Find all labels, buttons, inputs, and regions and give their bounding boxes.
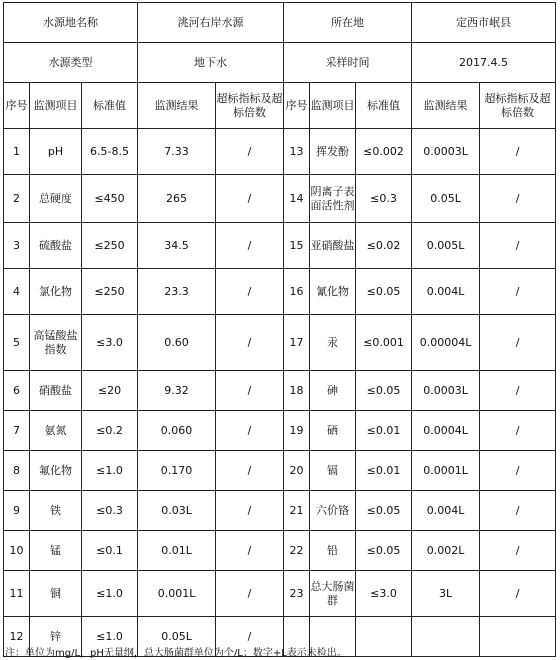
table-row (4, 491, 556, 531)
item-name-2: 镉 (310, 451, 356, 491)
exceed-value: / (216, 531, 284, 571)
col-header-no-2: 序号 (284, 83, 310, 129)
item-name: 氯化物 (30, 269, 82, 315)
standard-value-2: ≤0.05 (356, 269, 412, 315)
table-row (4, 315, 556, 371)
item-name-2: 氰化物 (310, 269, 356, 315)
row-no: 2 (4, 175, 30, 223)
exceed-value-2 (480, 617, 556, 657)
exceed-value: / (216, 571, 284, 617)
item-name-2: 铅 (310, 531, 356, 571)
col-header-item: 监测项目 (30, 83, 82, 129)
col-header-standard-2: 标准值 (356, 83, 412, 129)
exceed-value: / (216, 491, 284, 531)
result-value: 23.3 (138, 269, 216, 315)
item-name-2: 总大肠菌群 (310, 571, 356, 617)
col-header-result: 监测结果 (138, 83, 216, 129)
item-name: 氟化物 (30, 451, 82, 491)
row-no-2: 22 (284, 531, 310, 571)
result-value: 0.060 (138, 411, 216, 451)
standard-value: ≤1.0 (82, 571, 138, 617)
row-no: 7 (4, 411, 30, 451)
item-name: 高锰酸盐指数 (30, 315, 82, 371)
location-value: 定西市岷县 (412, 3, 556, 43)
standard-value: ≤1.0 (82, 617, 138, 657)
standard-value-2: ≤0.01 (356, 411, 412, 451)
result-value: 0.01L (138, 531, 216, 571)
table-row (4, 175, 556, 223)
result-value-2: 0.005L (412, 223, 480, 269)
item-name-2: 挥发酚 (310, 129, 356, 175)
item-name: 氨氮 (30, 411, 82, 451)
exceed-value-2: / (480, 175, 556, 223)
exceed-value-2: / (480, 411, 556, 451)
standard-value-2: ≤0.05 (356, 371, 412, 411)
result-value: 7.33 (138, 129, 216, 175)
table-row (4, 269, 556, 315)
result-value: 9.32 (138, 371, 216, 411)
result-value: 0.05L (138, 617, 216, 657)
standard-value: ≤250 (82, 223, 138, 269)
result-value-2: 0.0003L (412, 371, 480, 411)
row-no-2: 16 (284, 269, 310, 315)
row-no-2: 14 (284, 175, 310, 223)
data-rows (4, 129, 556, 657)
result-value-2: 0.0004L (412, 411, 480, 451)
item-name-2: 砷 (310, 371, 356, 411)
exceed-value-2: / (480, 531, 556, 571)
col-header-item-2: 监测项目 (310, 83, 356, 129)
item-name-2: 阴离子表面活性剂 (310, 175, 356, 223)
table-row (4, 451, 556, 491)
table-row (4, 223, 556, 269)
exceed-value: / (216, 411, 284, 451)
exceed-value-2: / (480, 269, 556, 315)
result-value-2: 0.004L (412, 269, 480, 315)
row-no-2: 21 (284, 491, 310, 531)
source-type-value: 地下水 (138, 43, 284, 83)
item-name: 总硬度 (30, 175, 82, 223)
item-name: pH (30, 129, 82, 175)
exceed-value: / (216, 129, 284, 175)
result-value-2: 0.004L (412, 491, 480, 531)
exceed-value: / (216, 175, 284, 223)
row-no: 10 (4, 531, 30, 571)
item-name: 铁 (30, 491, 82, 531)
row-no-2: 13 (284, 129, 310, 175)
source-name-label: 水源地名称 (4, 3, 138, 43)
exceed-value-2: / (480, 371, 556, 411)
row-no: 11 (4, 571, 30, 617)
col-header-no: 序号 (4, 83, 30, 129)
source-name-value: 洮河右岸水源 (138, 3, 284, 43)
exceed-value: / (216, 451, 284, 491)
col-header-standard: 标准值 (82, 83, 138, 129)
col-header-exceed-2: 超标指标及超标倍数 (480, 83, 556, 129)
sampling-time-value: 2017.4.5 (412, 43, 556, 83)
source-type-label: 水源类型 (4, 43, 138, 83)
water-quality-table (3, 2, 556, 657)
header-row-type (4, 43, 556, 83)
result-value: 0.001L (138, 571, 216, 617)
row-no: 9 (4, 491, 30, 531)
item-name-2: 硒 (310, 411, 356, 451)
footnote: 注：单位为mg/L，pH无量纲，总大肠菌群单位为个/L；数字+L表示未检出。 (5, 648, 347, 659)
result-value-2: 0.00004L (412, 315, 480, 371)
row-no: 3 (4, 223, 30, 269)
standard-value: ≤0.1 (82, 531, 138, 571)
standard-value-2: ≤0.02 (356, 223, 412, 269)
header-row-source (4, 3, 556, 43)
exceed-value: / (216, 269, 284, 315)
row-no: 12 (4, 617, 30, 657)
location-label: 所在地 (284, 3, 412, 43)
table-row (4, 129, 556, 175)
exceed-value: / (216, 371, 284, 411)
result-value-2: 3L (412, 571, 480, 617)
exceed-value-2: / (480, 315, 556, 371)
result-value-2: 0.05L (412, 175, 480, 223)
table-row (4, 371, 556, 411)
standard-value-2: ≤0.05 (356, 491, 412, 531)
result-value: 34.5 (138, 223, 216, 269)
result-value-2: 0.002L (412, 531, 480, 571)
exceed-value-2: / (480, 451, 556, 491)
exceed-value: / (216, 223, 284, 269)
standard-value: ≤3.0 (82, 315, 138, 371)
row-no-2: 19 (284, 411, 310, 451)
item-name: 锰 (30, 531, 82, 571)
result-value-2: 0.0003L (412, 129, 480, 175)
result-value-2: 0.0001L (412, 451, 480, 491)
item-name: 铜 (30, 571, 82, 617)
standard-value: ≤0.3 (82, 491, 138, 531)
table-row (4, 411, 556, 451)
standard-value-2: ≤0.05 (356, 531, 412, 571)
result-value: 0.60 (138, 315, 216, 371)
exceed-value-2: / (480, 491, 556, 531)
exceed-value-2: / (480, 571, 556, 617)
row-no-2: 15 (284, 223, 310, 269)
result-value: 0.170 (138, 451, 216, 491)
item-name-2: 六价铬 (310, 491, 356, 531)
row-no-2: 18 (284, 371, 310, 411)
standard-value: ≤250 (82, 269, 138, 315)
standard-value: ≤450 (82, 175, 138, 223)
exceed-value: / (216, 315, 284, 371)
standard-value-2: ≤0.3 (356, 175, 412, 223)
standard-value: ≤0.2 (82, 411, 138, 451)
exceed-value-2: / (480, 129, 556, 175)
exceed-value: / (216, 617, 284, 657)
column-header-row (4, 83, 556, 129)
result-value-2 (412, 617, 480, 657)
result-value: 0.03L (138, 491, 216, 531)
standard-value-2 (356, 617, 412, 657)
result-value: 265 (138, 175, 216, 223)
col-header-result-2: 监测结果 (412, 83, 480, 129)
row-no-2: 17 (284, 315, 310, 371)
row-no: 5 (4, 315, 30, 371)
row-no: 1 (4, 129, 30, 175)
row-no-2: 20 (284, 451, 310, 491)
standard-value-2: ≤0.01 (356, 451, 412, 491)
col-header-exceed: 超标指标及超标倍数 (216, 83, 284, 129)
row-no: 8 (4, 451, 30, 491)
item-name-2: 亚硝酸盐 (310, 223, 356, 269)
item-name-2: 汞 (310, 315, 356, 371)
item-name: 硫酸盐 (30, 223, 82, 269)
item-name: 硝酸盐 (30, 371, 82, 411)
row-no: 4 (4, 269, 30, 315)
table-row (4, 531, 556, 571)
standard-value-2: ≤0.001 (356, 315, 412, 371)
exceed-value-2: / (480, 223, 556, 269)
standard-value: ≤1.0 (82, 451, 138, 491)
item-name: 锌 (30, 617, 82, 657)
row-no-2: 23 (284, 571, 310, 617)
standard-value: 6.5-8.5 (82, 129, 138, 175)
standard-value: ≤20 (82, 371, 138, 411)
standard-value-2: ≤0.002 (356, 129, 412, 175)
row-no: 6 (4, 371, 30, 411)
sampling-time-label: 采样时间 (284, 43, 412, 83)
table-row (4, 571, 556, 617)
standard-value-2: ≤3.0 (356, 571, 412, 617)
